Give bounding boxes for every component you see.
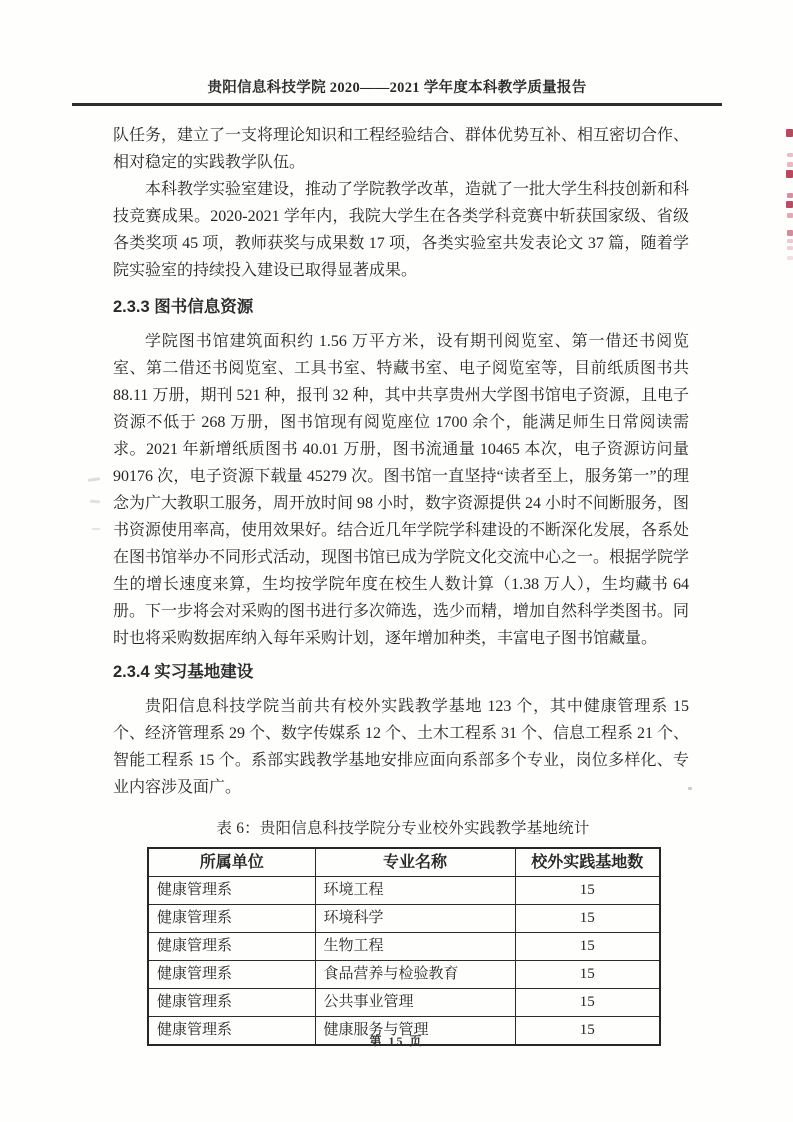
table-row xyxy=(148,905,660,933)
cell-unit: 健康管理系 xyxy=(148,989,315,1017)
scan-artifact xyxy=(786,129,793,137)
column-header-unit: 所属单位 xyxy=(148,848,315,877)
cell-base-count: 15 xyxy=(515,961,660,989)
paragraph-library-resources: 学院图书馆建筑面积约 1.56 万平方米，设有期刊阅览室、第一借还书阅览室、第二借还书阅览室、工具书室、特藏书室、电子阅览室等，目前纸质图书共 88.11 万册，期刊 521 种，报刊 32 种，其中共享贵州大学图书馆电子资源，且电子资源不低于 268 万册，图书馆现有阅览座位 1700 余个，能满足师生日常阅读需求。2021 年新增纸质图书 40.01 万册，图书流通量 10465 本次，电子资源访问量 90176 次，电子资源下载量 45279 次。图书馆一直坚持“读者至上，服务第一”的理念为广大教职工服务，周开放时间 98 小时，数字资源提供 24 小时不间断服务，图书资源使用率高，使用效果好。结合近几年学院学科建设的不断深化发展，各系处在图书馆举办不同形式活动，现图书馆已成为学院文化交流中心之一。根据学院学生的增长速度来算，生均按学院年度在校生人数计算（1.38 万人），生均藏书 64 册。下一步将会对采购的图书进行多次筛选，选少而精，增加自然科学类图书。同时也将采购数据库纳入每年采购计划，逐年增加种类，丰富电子图书馆藏量。 xyxy=(113,333,690,647)
cell-unit: 健康管理系 xyxy=(148,933,315,961)
table-caption: 表 6：贵阳信息科技学院分专业校外实践教学基地统计 xyxy=(216,820,590,837)
scan-artifact xyxy=(786,201,793,208)
cell-major: 生物工程 xyxy=(315,933,515,961)
section-heading-2-3-3: 2.3.3 图书信息资源 xyxy=(113,298,254,316)
header-divider xyxy=(72,103,722,106)
cell-major: 环境工程 xyxy=(315,877,515,905)
cell-major: 健康服务与管理 xyxy=(315,1017,515,1046)
cell-unit: 健康管理系 xyxy=(148,877,315,905)
table-row xyxy=(148,961,660,989)
column-header-base-count: 校外实践基地数 xyxy=(515,848,660,877)
paragraph-teaching-team-continuation: 队任务，建立了一支将理论知识和工程经验结合、群体优势互补、相互密切合作、相对稳定的实践教学队伍。 xyxy=(113,127,690,171)
paragraph-lab-achievements: 本科教学实验室建设，推动了学院教学改革，造就了一批大学生科技创新和科技竞赛成果。2020-2021 学年内，我院大学生在各类学科竞赛中斩获国家级、省级各类奖项 45 项，教师获奖与成果数 17 项，各类实验室共发表论文 37 篇，随着学院实验室的持续投入建设已取得显著成果。 xyxy=(113,181,690,279)
scan-artifact xyxy=(787,246,793,250)
scan-artifact xyxy=(787,230,793,236)
table-row xyxy=(148,877,660,905)
scan-artifact xyxy=(787,153,793,157)
cell-major: 公共事业管理 xyxy=(315,989,515,1017)
scan-artifact xyxy=(787,239,793,243)
cell-base-count: 15 xyxy=(515,877,660,905)
cell-base-count: 15 xyxy=(515,905,660,933)
table-header-row xyxy=(148,848,660,877)
cell-unit: 健康管理系 xyxy=(148,961,315,989)
scan-artifact xyxy=(688,787,692,790)
scan-artifact xyxy=(787,193,793,198)
paragraph-practice-bases: 贵阳信息科技学院当前共有校外实践教学基地 123 个，其中健康管理系 15 个、经济管理系 29 个、数字传媒系 12 个、土木工程系 31 个、信息工程系 21 个、智能工程系 15 个。系部实践教学基地安排应面向系部多个专业，岗位多样化、专业内容涉及面广。 xyxy=(113,698,690,796)
cell-major: 食品营养与检验教育 xyxy=(315,961,515,989)
cell-unit: 健康管理系 xyxy=(148,1017,315,1046)
scan-artifact xyxy=(90,500,100,504)
document-body xyxy=(113,122,689,1046)
scan-artifact xyxy=(92,528,100,530)
report-title: 贵阳信息科技学院 2020——2021 学年度本科教学质量报告 xyxy=(207,80,587,96)
scan-artifact xyxy=(787,256,793,260)
page-number: 第 15 页 xyxy=(369,1034,424,1048)
page-header xyxy=(72,76,722,106)
cell-base-count: 15 xyxy=(515,989,660,1017)
cell-base-count: 15 xyxy=(515,1017,660,1046)
scan-artifact xyxy=(787,162,793,167)
scan-artifact xyxy=(88,477,100,482)
cell-base-count: 15 xyxy=(515,933,660,961)
section-heading-2-3-4: 2.3.4 实习基地建设 xyxy=(113,663,254,681)
scan-artifact xyxy=(786,170,793,178)
scan-artifact xyxy=(787,213,793,218)
table-row xyxy=(148,933,660,961)
table-section xyxy=(147,815,659,1046)
cell-unit: 健康管理系 xyxy=(148,905,315,933)
cell-major: 环境科学 xyxy=(315,905,515,933)
table-row xyxy=(148,989,660,1017)
practice-base-table xyxy=(147,847,661,1046)
column-header-major: 专业名称 xyxy=(315,848,515,877)
